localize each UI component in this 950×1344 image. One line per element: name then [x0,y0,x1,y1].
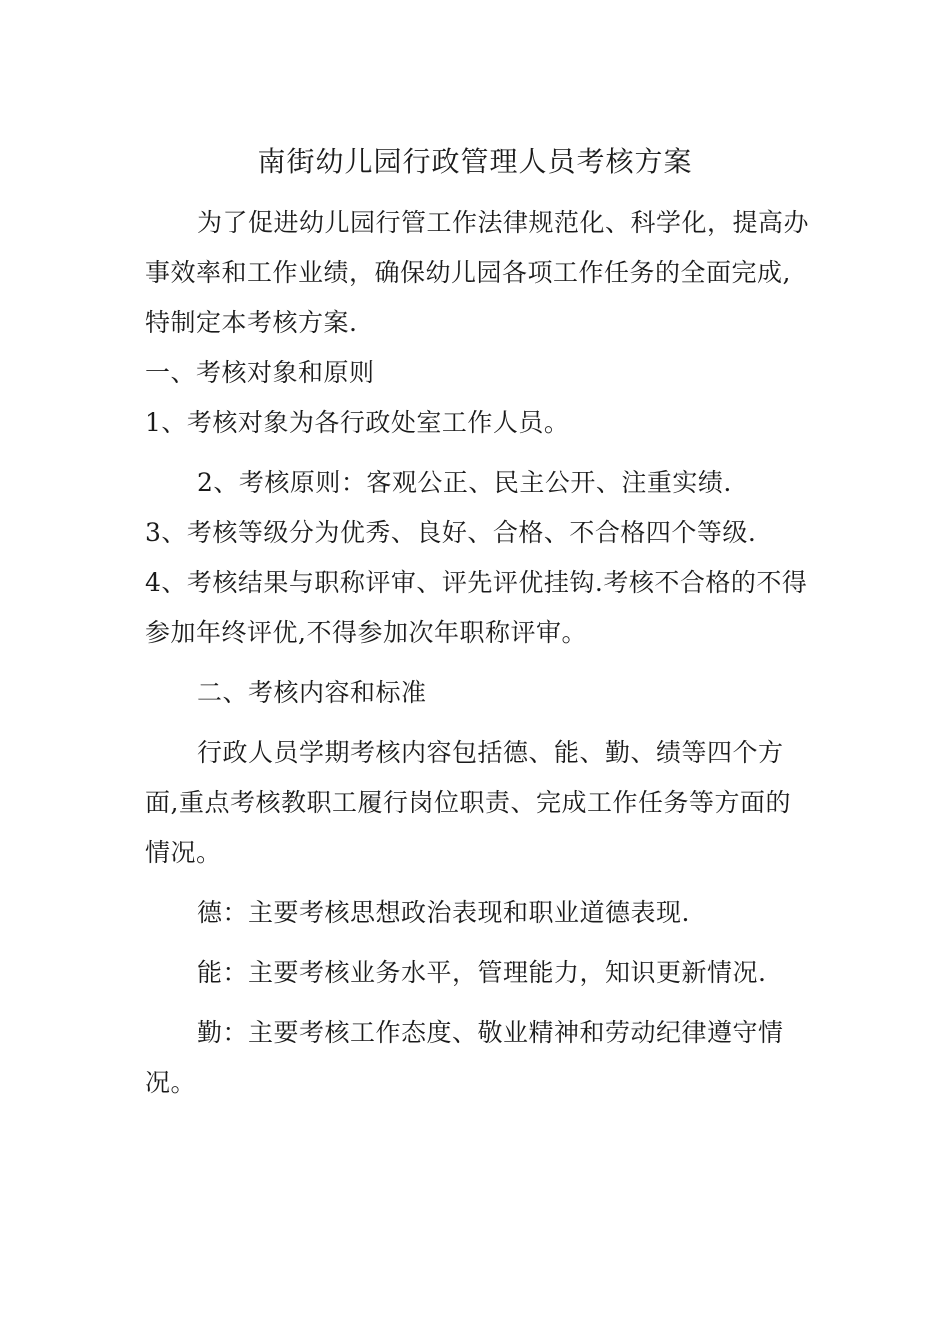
content-paragraph: 行政人员学期考核内容包括德、能、勤、绩等四个方面,重点考核教职工履行岗位职责、完成工作任务等方面的情况。 [145,738,791,867]
section-heading-2: 二、考核内容和标准 [197,678,427,707]
criterion-qin: 勤：主要考核工作态度、敬业精神和劳动纪律遵守情况。 [145,1018,784,1097]
intro-paragraph: 为了促进幼儿园行管工作法律规范化、科学化，提高办事效率和工作业绩，确保幼儿园各项工作任务的全面完成,特制定本考核方案. [145,208,810,337]
section-heading-1: 一、考核对象和原则 [145,358,375,387]
document-title: 南街幼儿园行政管理人员考核方案 [257,145,693,178]
criterion-neng: 能：主要考核业务水平，管理能力，知识更新情况. [197,958,767,987]
list-item-4: 4、考核结果与职称评审、评先评优挂钩.考核不合格的不得参加年终评优,不得参加次年职称评审。 [145,568,808,647]
list-item-2: 2、考核原则：客观公正、民主公开、注重实绩. [197,468,732,497]
list-item-3: 3、考核等级分为优秀、良好、合格、不合格四个等级. [145,518,757,547]
criterion-de: 德：主要考核思想政治表现和职业道德表现. [197,898,690,927]
document-body [145,198,810,1108]
list-item-1: 1、考核对象为各行政处室工作人员。 [145,408,570,437]
